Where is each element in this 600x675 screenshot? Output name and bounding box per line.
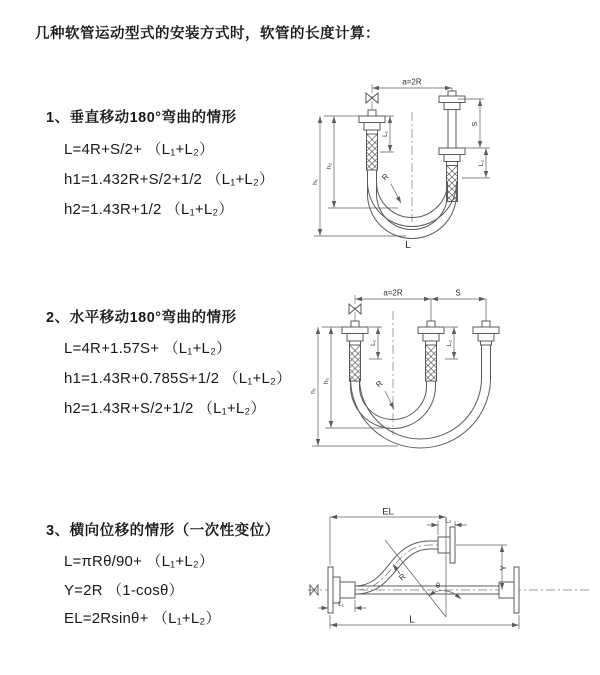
section-3-formula-EL: EL=2Rsinθ+ （L₁+L₂）: [64, 610, 221, 627]
dimension-s-label: S: [455, 288, 461, 298]
dimension-l2-label: L₂: [446, 339, 453, 347]
dimension-l1-label: L₁: [382, 131, 389, 137]
section-3-formula-Y: Y=2R （1-cosθ）: [64, 582, 184, 599]
dimension-l2-label: L₂: [478, 159, 485, 167]
diagram-2-horizontal-u-bend: [298, 283, 598, 458]
dimension-l: [330, 615, 519, 630]
dimension-h2-label: h₂: [323, 377, 330, 385]
section-1-formula-h2: h2=1.43R+1/2 （L₁+L₂）: [64, 201, 234, 218]
radius-label: R: [397, 571, 408, 583]
section-3-formula-L: L=πRθ/90+ （L₁+L₂）: [64, 553, 215, 570]
dimension-s: [458, 99, 490, 148]
dimension-a2r: [355, 289, 486, 322]
section-2-heading: 2、水平移动180°弯曲的情形: [46, 310, 237, 326]
section-2-formula-h2: h2=1.43R+S/2+1/2 （L₁+L₂）: [64, 400, 266, 417]
radius-label: R: [380, 171, 391, 183]
dimension-el: [330, 507, 446, 618]
dimension-y: [456, 545, 508, 590]
dimension-y-label: Y: [499, 565, 508, 571]
flange-fitting-middle: [418, 321, 444, 345]
angle-theta-label: θ: [435, 581, 441, 590]
braid-section-left: [367, 134, 378, 170]
dimension-l2: [445, 327, 458, 359]
dimension-el-label: EL: [382, 506, 394, 518]
length-label: L: [405, 240, 411, 251]
dimension-h1: [312, 116, 406, 236]
flange-fitting-right: [473, 321, 499, 345]
dimension-a2r-label: a=2R: [402, 77, 422, 87]
flange-fitting-left: [359, 110, 385, 134]
dimension-l2: [462, 148, 490, 178]
section-2-formula-L: L=4R+1.57S+ （L₁+L₂）: [64, 340, 232, 357]
section-3-heading: 3、横向位移的情形（一次性变位）: [46, 523, 280, 539]
dimension-a2r: [372, 78, 452, 95]
dimension-h1-label: h₁: [310, 388, 317, 394]
section-1-formula-h1: h1=1.432R+S/2+1/2 （L₁+L₂）: [64, 171, 275, 188]
section-1-heading: 1、垂直移动180°弯曲的情形: [46, 110, 237, 126]
braid-section-middle: [426, 345, 437, 381]
section-1-formula-L: L=4R+S/2+ （L₁+L₂）: [64, 141, 215, 158]
diagram-1-vertical-u-bend: [300, 70, 600, 265]
dimension-l-label: L: [409, 614, 415, 626]
dimension-l1: [318, 600, 366, 612]
dimension-s-label: S: [472, 121, 479, 127]
dimension-h2-label: h₂: [326, 162, 333, 170]
dimension-a2r-label: a=2R: [383, 288, 403, 298]
braid-section-right: [447, 166, 458, 202]
dimension-h1-label: h₁: [312, 179, 319, 185]
braid-section-left: [350, 345, 361, 381]
section-2-formula-h1: h1=1.43R+0.785S+1/2 （L₁+L₂）: [64, 370, 292, 387]
flange-fitting-left: [342, 321, 368, 345]
dimension-l1: [369, 327, 382, 359]
dimension-l2: [427, 518, 467, 536]
dimension-h2: [326, 116, 398, 208]
dimension-l2-label: L₂: [445, 517, 452, 525]
dimension-l1-label: L₁: [338, 601, 344, 608]
radius-leader: [380, 172, 403, 204]
page-title: 几种软管运动型式的安装方式时，软管的长度计算：: [35, 26, 380, 42]
flange-fitting-right: [439, 91, 465, 166]
diagram-3-lateral-displacement: [300, 505, 600, 650]
radius-label: R: [374, 378, 385, 390]
hose-curve: [351, 345, 491, 448]
dimension-l1-label: L₁: [370, 340, 377, 346]
